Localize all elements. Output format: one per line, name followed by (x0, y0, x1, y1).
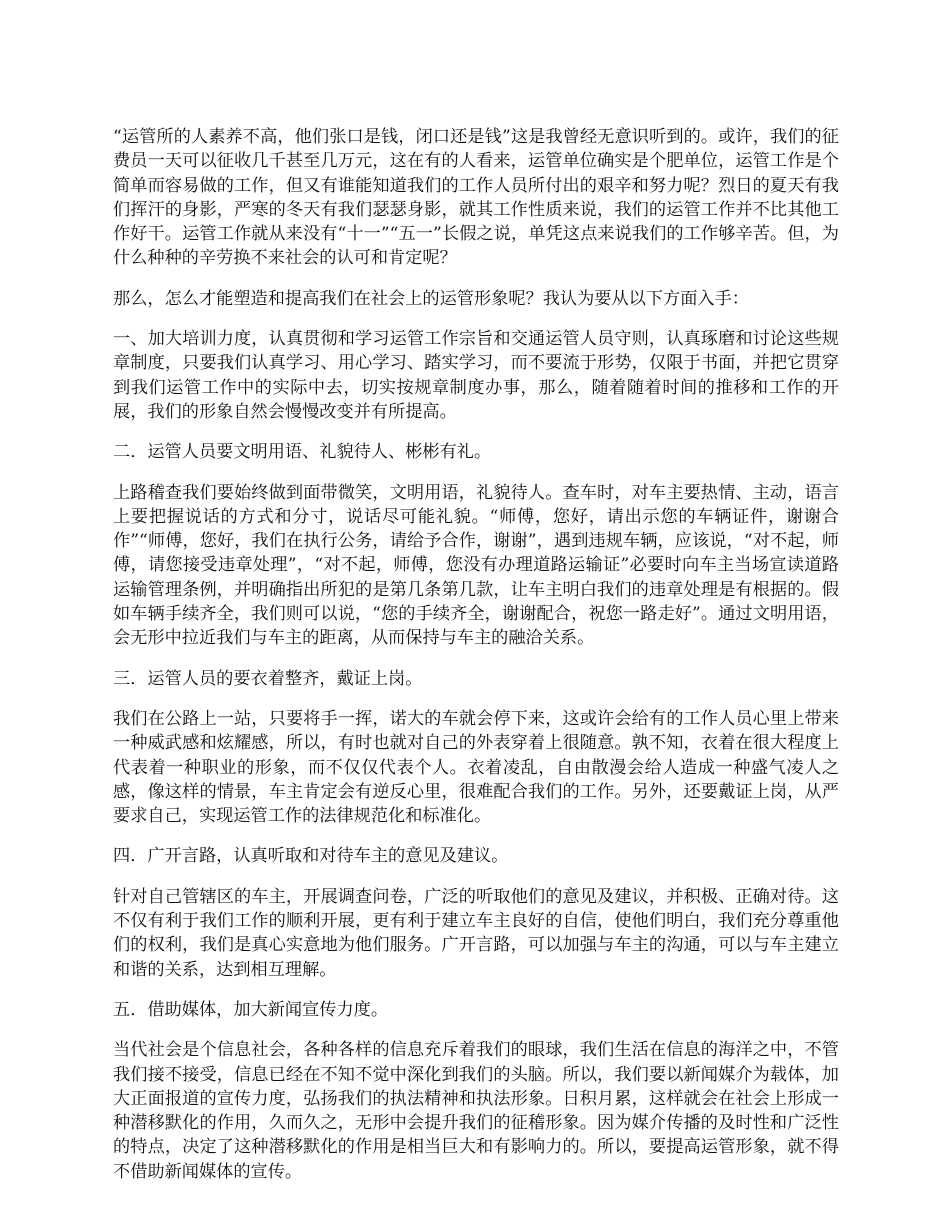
paragraph-question: 那么，怎么才能塑造和提高我们在社会上的运管形象呢？我认为要从以下方面入手： (113, 288, 749, 309)
paragraph-point-3: 我们在公路上一站，只要将手一挥，诺大的车就会停下来，这或许会给有的工作人员心里上带来一种威武感和炫耀感，所以，有时也就对自己的外表穿着上很随意。孰不知，衣着在很大程度上代表着一种职业的形象，而不仅仅代表个人。衣着凌乱，自由散漫会给人造成一种盛气凌人之感，像这样的情景，车主肯定会有逆反心里，很难配合我们的工作。另外，还要戴证上岗，从严要求自己，实现运管工作的法律规范化和标准化。 (113, 708, 839, 827)
paragraph-intro: “运管所的人素养不高，他们张口是钱，闭口还是钱”这是我曾经无意识听到的。或许，我们的征费员一天可以征收几千甚至几万元，这在有的人看来，运管单位确实是个肥单位，运管工作是个简单而容易做的工作，但又有谁能知道我们的工作人员所付出的艰辛和努力呢？烈日的夏天有我们挥汗的身影，严寒的冬天有我们瑟瑟身影，就其工作性质来说，我们的运管工作并不比其他工作好干。运管工作就从来没有“十一”“五一”长假之说，单凭这点来说我们的工作够辛苦。但，为什么种种的辛劳换不来社会的认可和肯定呢？ (113, 127, 839, 269)
document-body (113, 125, 839, 1200)
paragraph-point-1: 一、加大培训力度，认真贯彻和学习运管工作宗旨和交通运管人员守则，认真琢磨和讨论这些规章制度，只要我们认真学习、用心学习、踏实学习，而不要流于形势，仅限于书面，并把它贯穿到我们运管工作中的实际中去，切实按规章制度办事，那么，随着随着时间的推移和工作的开展，我们的形象自然会慢慢改变并有所提高。 (113, 329, 839, 422)
paragraph-point-2: 上路稽查我们要始终做到面带微笑，文明用语，礼貌待人。查车时，对车主要热情、主动，语言上要把握说话的方式和分寸，说话尽可能礼貌。“师傅，您好，请出示您的车辆证件，谢谢合作”“师傅，您好，我们在执行公务，请给予合作，谢谢”，遇到违规车辆，应该说，“对不起，师傅，请您接受违章处理”，“对不起，师傅，您没有办理道路运输证”必要时向车主当场宣读道路运输管理条例，并明确指出所犯的是第几条第几款，让车主明白我们的违章处理是有根据的。假如车辆手续齐全，我们则可以说，“您的手续齐全，谢谢配合，祝您一路走好”。通过文明用语，会无形中拉近我们与车主的距离，从而保持与车主的融洽关系。 (113, 482, 839, 649)
heading-point-3: 三．运管人员的要衣着整齐，戴证上岗。 (113, 668, 423, 689)
heading-point-4: 四．广开言路，认真听取和对待车主的意见及建议。 (113, 846, 509, 867)
paragraph-point-4: 针对自己管辖区的车主，开展调查问卷，广泛的听取他们的意见及建议，并积极、正确对待。这不仅有利于我们工作的顺利开展，更有利于建立车主良好的自信，使他们明白，我们充分尊重他们的权利，我们是真心实意地为他们服务。广开言路，可以加强与车主的沟通，可以与车主建立和谐的关系，达到相互理解。 (113, 886, 839, 980)
heading-point-5: 五．借助媒体，加大新闻宣传力度。 (113, 999, 389, 1020)
paragraph-point-5: 当代社会是个信息社会，各种各样的信息充斥着我们的眼球，我们生活在信息的海洋之中，不管我们接不接受，信息已经在不知不觉中深化到我们的头脑。所以，我们要以新闻媒介为载体，加大正面报道的宣传力度，弘扬我们的执法精神和执法形象。日积月累，这样就会在社会上形成一种潜移默化的作用，久而久之，无形中会提升我们的征稽形象。因为媒介传播的及时性和广泛性的特点，决定了这种潜移默化的作用是相当巨大和有影响力的。所以，要提高运管形象，就不得不借助新闻媒体的宣传。 (113, 1040, 839, 1182)
heading-point-2: 二．运管人员要文明用语、礼貌待人、彬彬有礼。 (113, 442, 492, 463)
